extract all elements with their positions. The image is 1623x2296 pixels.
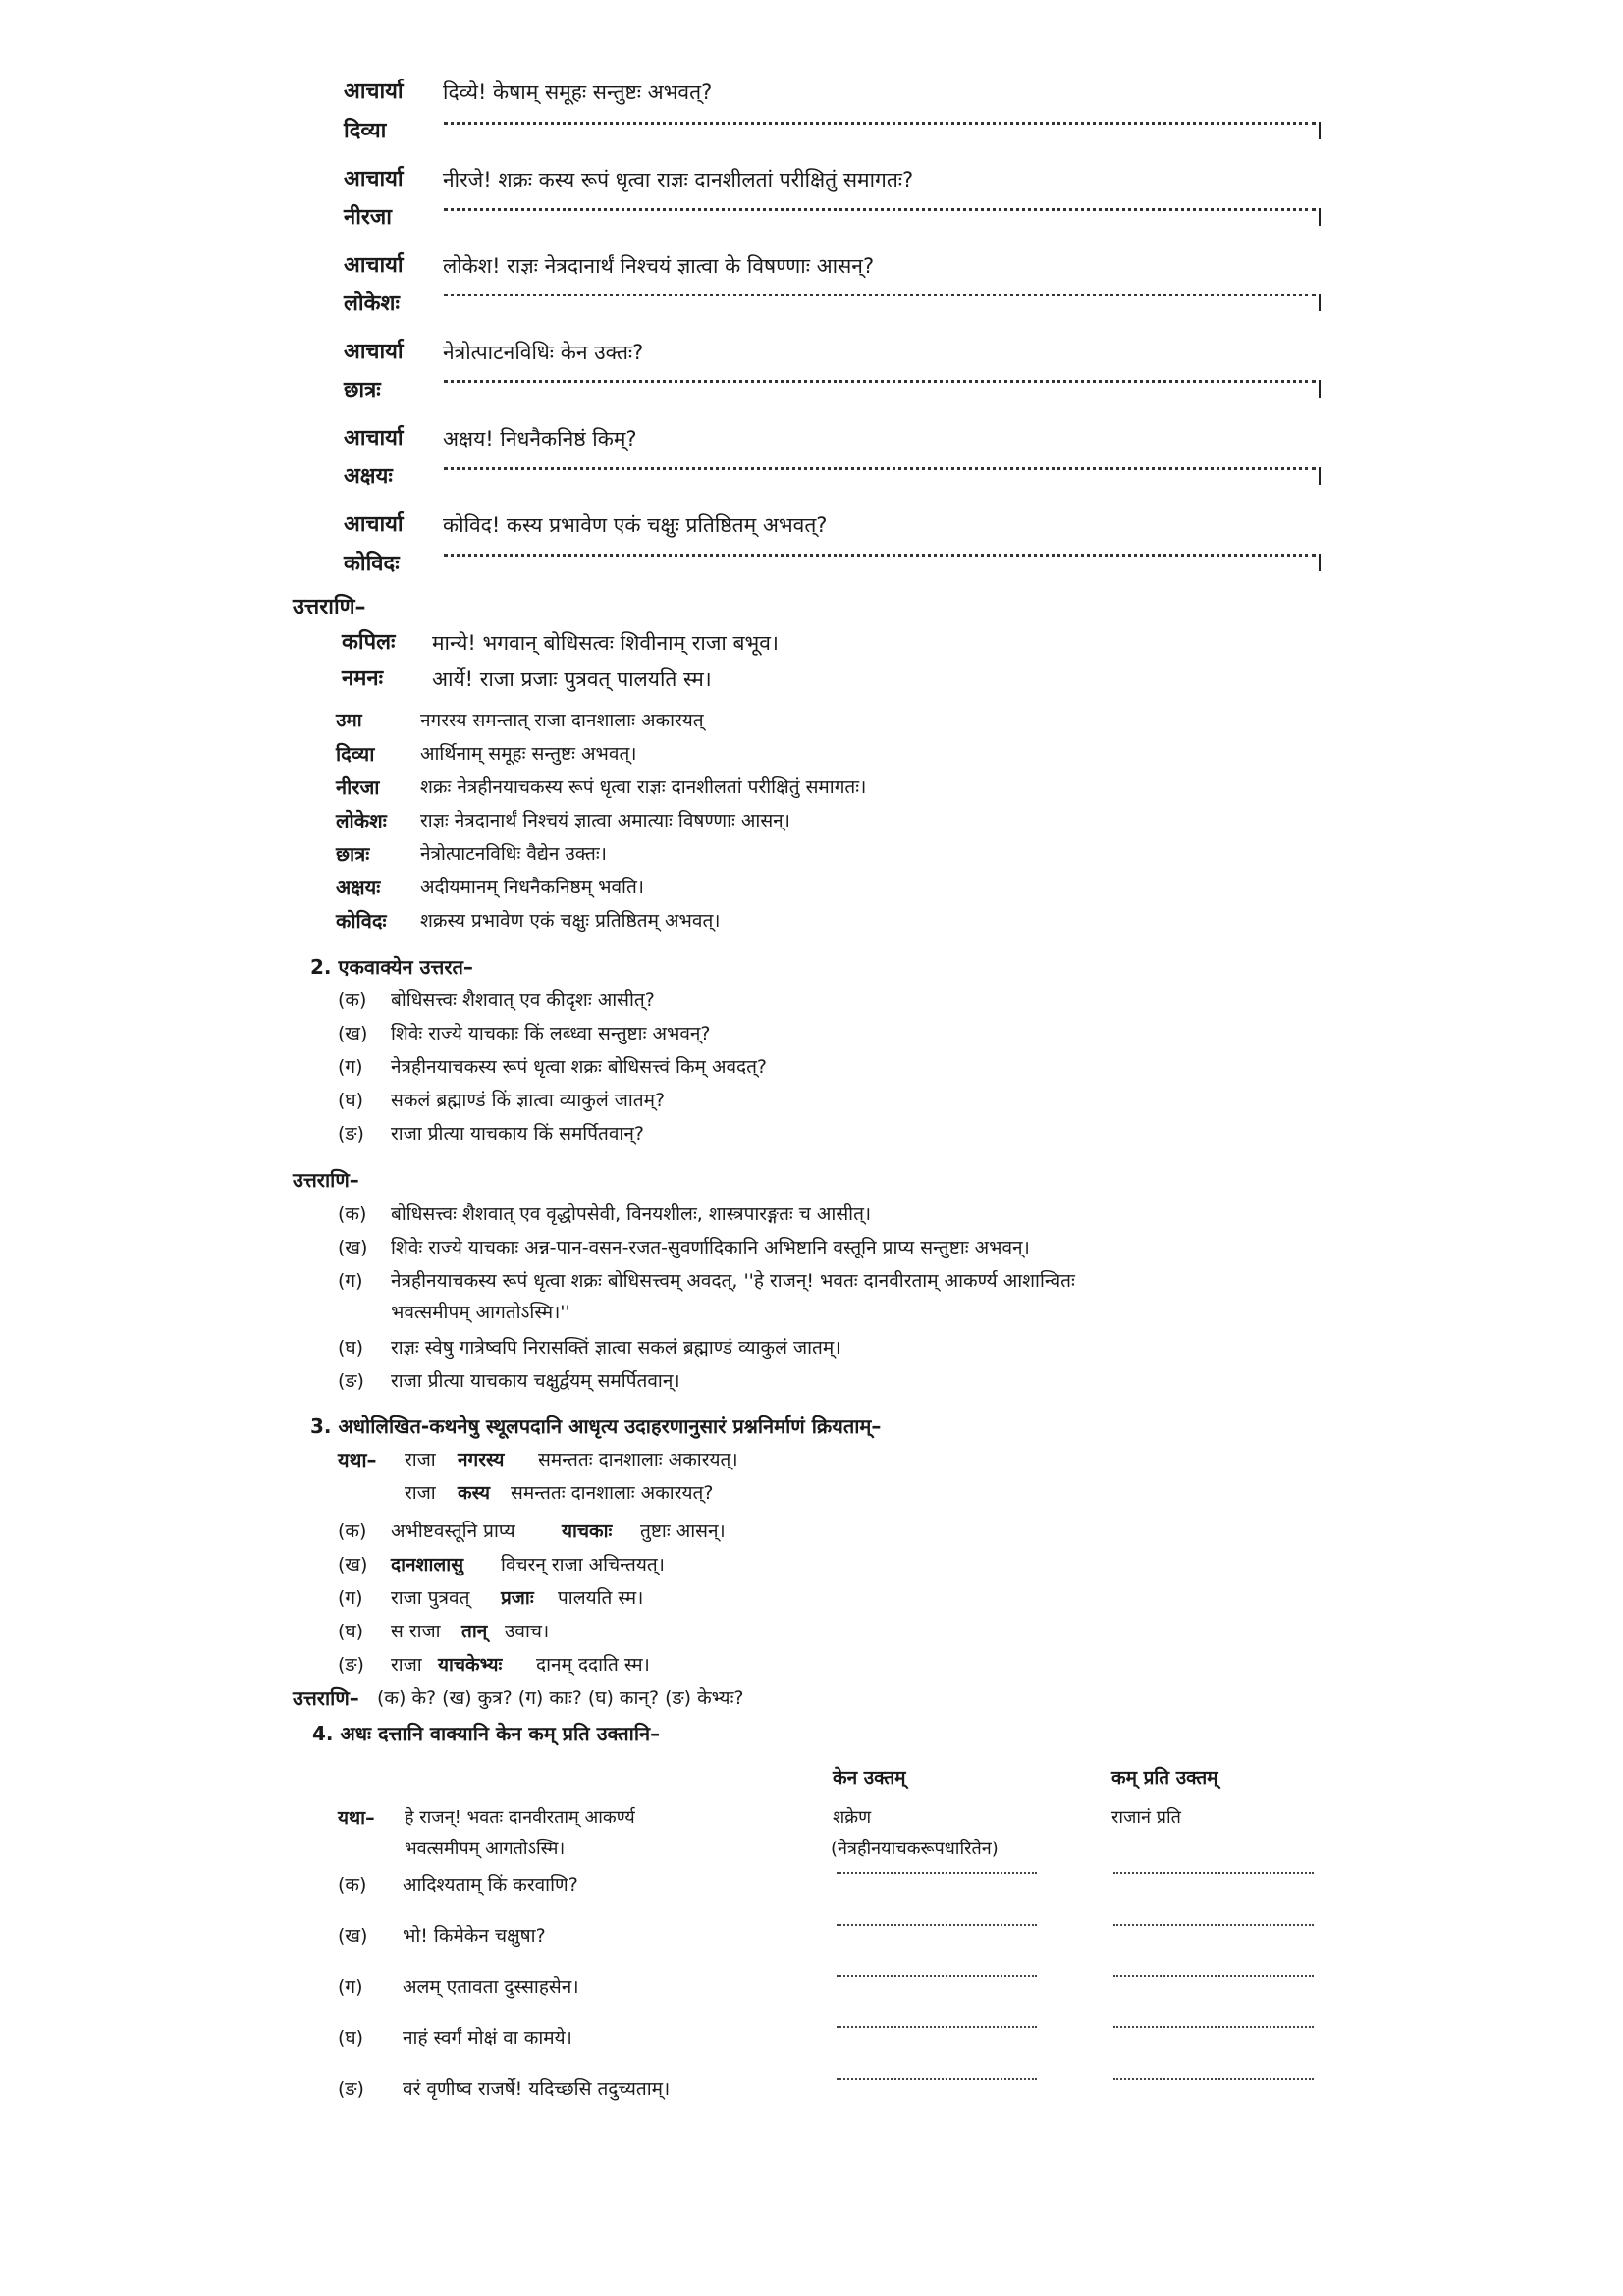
speaker-label: आचार्या bbox=[344, 167, 404, 191]
answers-heading: उत्तराणि– bbox=[293, 595, 366, 619]
addressee-blank[interactable] bbox=[1113, 2078, 1314, 2080]
item-post: तुष्टाः आसन्। bbox=[640, 1521, 726, 1542]
answer-blank[interactable] bbox=[444, 208, 1316, 211]
item-text: राजा प्रीत्या याचकाय चक्षुर्द्वयम् समर्पितवान्। bbox=[391, 1370, 680, 1392]
speaker-label: आचार्या bbox=[344, 426, 404, 451]
speaker-blank[interactable] bbox=[837, 2026, 1037, 2028]
item-label: (क) bbox=[338, 989, 367, 1011]
item-label: (क) bbox=[338, 1874, 367, 1896]
answer-text: राज्ञः नेत्रदानार्थं निश्चयं ज्ञात्वा अमात्याः विषण्णाः आसन्। bbox=[420, 810, 790, 831]
item-text: नेत्रहीनयाचकस्य रूपं धृत्वा शक्रः बोधिसत्त्वं किम् अवदत्? bbox=[391, 1056, 768, 1078]
question-text: अक्षय! निधनैकनिष्ठं किम्? bbox=[443, 427, 637, 451]
answer-blank[interactable] bbox=[444, 122, 1316, 125]
item-post: विचरन् राजा अचिन्तयत्। bbox=[501, 1554, 665, 1575]
speaker-blank[interactable] bbox=[837, 2078, 1037, 2080]
item-label: (ख) bbox=[338, 1554, 368, 1575]
answer-name: लोकेशः bbox=[336, 809, 387, 832]
item-label: (ख) bbox=[338, 1023, 368, 1044]
danda-mark bbox=[1319, 467, 1321, 485]
question-3-title: 3. अधोलिखित-कथनेषु स्थूलपदानि आधृत्य उदाहरणानुसारं प्रश्ननिर्माणं क्रियताम्– bbox=[310, 1415, 882, 1438]
answer-blank[interactable] bbox=[444, 467, 1316, 470]
example-text-pre: राजा bbox=[405, 1449, 436, 1470]
speaker-label: आचार्या bbox=[344, 512, 404, 537]
column-header-speaker: केन उक्तम् bbox=[833, 1767, 906, 1789]
item-label: (क) bbox=[338, 1521, 367, 1542]
example-text: हे राजन्! भवतः दानवीरताम् आकर्ण्य bbox=[405, 1807, 635, 1828]
question-text: नीरजे! शक्रः कस्य रूपं धृत्वा राज्ञः दानशीलतां परीक्षितुं समागतः? bbox=[443, 168, 914, 191]
example-text-pre: राजा bbox=[405, 1482, 436, 1504]
item-text: राज्ञः स्वेषु गात्रेष्वपि निरासक्तिं ज्ञात्वा सकलं ब्रह्माण्डं व्याकुलं जातम्। bbox=[391, 1337, 841, 1359]
danda-mark bbox=[1319, 554, 1321, 571]
answer-name: दिव्या bbox=[336, 742, 375, 766]
addressee-blank[interactable] bbox=[1113, 1924, 1314, 1926]
danda-mark bbox=[1319, 208, 1321, 226]
question-4-title: 4. अधः दत्तानि वाक्यानि केन कम् प्रति उक्तानि– bbox=[312, 1722, 661, 1745]
item-post: पालयति स्म। bbox=[558, 1587, 644, 1609]
item-text: भो! किमेकेन चक्षुषा? bbox=[403, 1925, 546, 1947]
item-label: (ग) bbox=[338, 1976, 363, 1998]
item-label: (घ) bbox=[338, 2027, 364, 2049]
question-2-title: 2. एकवाक्येन उत्तरत– bbox=[310, 955, 473, 979]
answer-text: नगरस्य समन्तात् राजा दानशालाः अकारयत् bbox=[420, 710, 704, 731]
answer-name: नमनः bbox=[342, 667, 384, 691]
item-label: (ङ) bbox=[338, 1123, 364, 1145]
item-text: अलम् एतावता दुस्साहसेन। bbox=[403, 1976, 579, 1998]
item-bold: तान् bbox=[461, 1621, 488, 1642]
answer-blank[interactable] bbox=[444, 294, 1316, 296]
question-text: लोकेश! राज्ञः नेत्रदानार्थं निश्चयं ज्ञात्वा के विषण्णाः आसन्? bbox=[443, 254, 875, 278]
speaker-label: आचार्या bbox=[344, 80, 404, 104]
item-post: दानम् ददाति स्म। bbox=[536, 1654, 650, 1676]
speaker-blank[interactable] bbox=[837, 1975, 1037, 1977]
item-label: (ग) bbox=[338, 1587, 363, 1609]
student-label: लोकेशः bbox=[344, 292, 400, 316]
item-bold: याचकेभ्यः bbox=[438, 1654, 503, 1676]
addressee-blank[interactable] bbox=[1113, 1872, 1314, 1874]
answer-blank[interactable] bbox=[444, 554, 1316, 557]
student-label: छात्रः bbox=[344, 378, 381, 402]
answer-text: शक्रः नेत्रहीनयाचकस्य रूपं धृत्वा राज्ञः दानशीलतां परीक्षितुं समागतः। bbox=[420, 776, 867, 798]
speaker-blank[interactable] bbox=[837, 1924, 1037, 1926]
danda-mark bbox=[1319, 122, 1321, 139]
answer-text: अदीयमानम् निधनैकनिष्ठम् भवति। bbox=[420, 877, 644, 898]
example-speaker-note: (नेत्रहीनयाचकरूपधारितेन) bbox=[831, 1839, 999, 1859]
answer-name: छात्रः bbox=[336, 842, 370, 866]
question-text: दिव्ये! केषाम् समूहः सन्तुष्टः अभवत्? bbox=[443, 80, 713, 104]
student-label: अक्षयः bbox=[344, 464, 393, 489]
item-pre: राजा पुत्रवत् bbox=[391, 1587, 470, 1609]
speaker-label: आचार्या bbox=[344, 253, 404, 278]
answers-heading: उत्तराणि– bbox=[293, 1686, 359, 1710]
item-text: शिवेः राज्ये याचकाः अन्न-पान-वसन-रजत-सुवर्णादिकानि अभिष्टानि वस्तूनि प्राप्य सन्तुष्टाः अभवन्। bbox=[391, 1237, 1030, 1258]
example-text-continued: भवत्समीपम् आगतोऽस्मि। bbox=[405, 1839, 566, 1859]
item-label: (ङ) bbox=[338, 2078, 364, 2100]
danda-mark bbox=[1319, 380, 1321, 398]
item-label: (ग) bbox=[338, 1056, 363, 1078]
item-text: नेत्रहीनयाचकस्य रूपं धृत्वा शक्रः बोधिसत्त्वम् अवदत्, ''हे राजन्! भवतः दानवीरताम् आकर्ण्य आशान्वितः bbox=[391, 1270, 1075, 1292]
example-text-post: समन्ततः दानशालाः अकारयत्। bbox=[538, 1449, 738, 1470]
answer-text: शक्रस्य प्रभावेण एकं चक्षुः प्रतिष्ठितम् अभवत्। bbox=[420, 910, 721, 932]
item-text-continued: भवत्समीपम् आगतोऽस्मि।'' bbox=[391, 1302, 570, 1323]
answer-text: मान्ये! भगवान् बोधिसत्वः शिवीनाम् राजा बभूव। bbox=[432, 631, 779, 655]
item-text: आदिश्यताम् किं करवाणि? bbox=[403, 1874, 578, 1896]
item-label: (घ) bbox=[338, 1090, 364, 1111]
item-text: बोधिसत्त्वः शैशवात् एव वृद्धोपसेवी, विनयशीलः, शास्त्रपारङ्गतः च आसीत्। bbox=[391, 1203, 872, 1225]
item-text: नाहं स्वर्गं मोक्षं वा कामये। bbox=[403, 2027, 572, 2049]
example-text-bold: कस्य bbox=[458, 1482, 491, 1504]
example-label: यथा– bbox=[338, 1807, 375, 1829]
item-pre: अभीष्टवस्तूनि प्राप्य bbox=[391, 1521, 515, 1542]
question-text: नेत्रोत्पाटनविधिः केन उक्तः? bbox=[443, 341, 644, 364]
answer-name: उमा bbox=[336, 710, 362, 731]
item-text: शिवेः राज्ये याचकाः किं लब्ध्वा सन्तुष्टाः अभवन्? bbox=[391, 1023, 711, 1044]
answer-name: नीरजा bbox=[336, 775, 380, 799]
addressee-blank[interactable] bbox=[1113, 2026, 1314, 2028]
answer-name: कपिलः bbox=[342, 630, 396, 655]
answer-text: नेत्रोत्पाटनविधिः वैद्येन उक्तः। bbox=[420, 843, 607, 865]
item-label: (ख) bbox=[338, 1237, 368, 1258]
item-pre: स राजा bbox=[391, 1621, 441, 1642]
item-bold: प्रजाः bbox=[501, 1587, 534, 1609]
example-speaker: शक्रेण bbox=[833, 1807, 872, 1828]
item-post: उवाच। bbox=[505, 1621, 550, 1642]
student-label: दिव्या bbox=[344, 119, 387, 143]
speaker-blank[interactable] bbox=[837, 1872, 1037, 1874]
item-text: सकलं ब्रह्माण्डं किं ज्ञात्वा व्याकुलं जातम्? bbox=[391, 1090, 666, 1111]
student-label: नीरजा bbox=[344, 205, 392, 230]
student-label: कोविदः bbox=[344, 552, 400, 576]
danda-mark bbox=[1319, 294, 1321, 311]
item-label: (घ) bbox=[338, 1621, 364, 1642]
example-text-post: समन्ततः दानशालाः अकारयत्? bbox=[511, 1482, 714, 1504]
answer-name: कोविदः bbox=[336, 909, 387, 933]
item-bold: दानशालासु bbox=[391, 1554, 464, 1575]
speaker-label: आचार्या bbox=[344, 340, 404, 364]
example-addressee: राजानं प्रति bbox=[1111, 1807, 1181, 1828]
answer-text: आर्ये! राजा प्रजाः पुत्रवत् पालयति स्म। bbox=[432, 667, 712, 691]
column-header-addressee: कम् प्रति उक्तम् bbox=[1111, 1767, 1218, 1789]
item-label: (ग) bbox=[338, 1270, 363, 1292]
item-pre: राजा bbox=[391, 1654, 422, 1676]
item-text: बोधिसत्त्वः शैशवात् एव कीदृशः आसीत्? bbox=[391, 989, 655, 1011]
answer-text: आर्थिनाम् समूहः सन्तुष्टः अभवत्। bbox=[420, 743, 637, 765]
example-label: यथा– bbox=[338, 1448, 377, 1471]
answers-inline-text: (क) के? (ख) कुत्र? (ग) काः? (घ) कान्? (ङ) केभ्यः? bbox=[377, 1687, 744, 1709]
question-text: कोविद! कस्य प्रभावेण एकं चक्षुः प्रतिष्ठितम् अभवत्? bbox=[443, 513, 828, 537]
item-text: राजा प्रीत्या याचकाय किं समर्पितवान्? bbox=[391, 1123, 644, 1145]
item-label: (ङ) bbox=[338, 1654, 364, 1676]
answers-heading: उत्तराणि– bbox=[293, 1168, 359, 1192]
example-text-bold: नगरस्य bbox=[458, 1449, 505, 1470]
item-bold: याचकाः bbox=[562, 1521, 613, 1542]
item-label: (घ) bbox=[338, 1337, 364, 1359]
addressee-blank[interactable] bbox=[1113, 1975, 1314, 1977]
item-label: (ख) bbox=[338, 1925, 368, 1947]
item-label: (क) bbox=[338, 1203, 367, 1225]
item-text: वरं वृणीष्व राजर्षे! यदिच्छसि तदुच्यताम्। bbox=[403, 2078, 671, 2100]
item-label: (ङ) bbox=[338, 1370, 364, 1392]
answer-name: अक्षयः bbox=[336, 876, 381, 899]
answer-blank[interactable] bbox=[444, 380, 1316, 383]
